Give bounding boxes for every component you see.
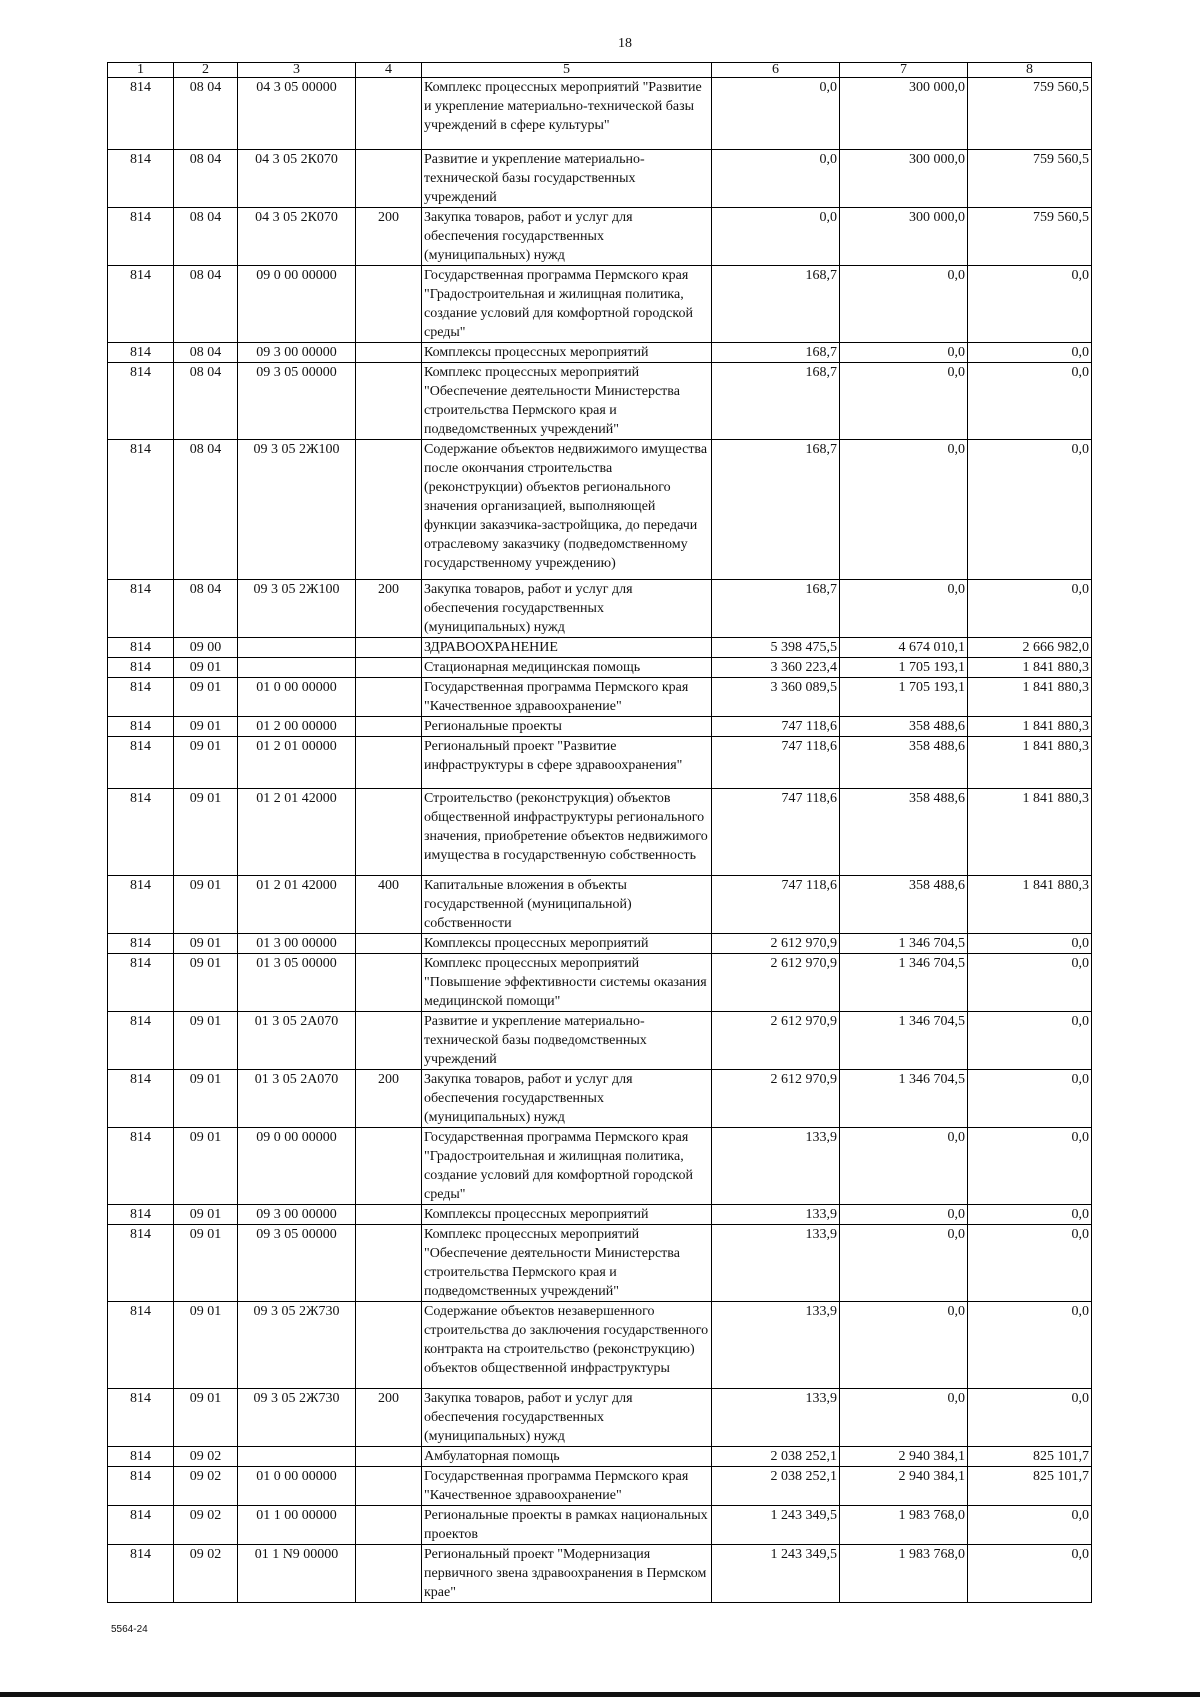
ministry-code-cell: 814 <box>108 363 174 440</box>
ministry-code-cell: 814 <box>108 934 174 954</box>
expense-type-cell: 400 <box>356 876 422 934</box>
section-code-cell: 08 04 <box>174 440 238 580</box>
amount-col8-cell: 0,0 <box>968 1128 1092 1205</box>
expense-type-cell <box>356 658 422 678</box>
expense-type-cell <box>356 678 422 717</box>
amount-col7-cell: 1 983 768,0 <box>840 1506 968 1545</box>
column-header: 5 <box>422 63 712 78</box>
amount-col8-cell: 825 101,7 <box>968 1467 1092 1506</box>
amount-col7-cell: 1 346 704,5 <box>840 954 968 1012</box>
amount-col6-cell: 168,7 <box>712 343 840 363</box>
ministry-code-cell: 814 <box>108 208 174 266</box>
amount-col8-cell: 0,0 <box>968 343 1092 363</box>
description-cell: Региональные проекты <box>422 717 712 737</box>
expense-type-cell <box>356 1447 422 1467</box>
table-row <box>108 717 1092 737</box>
table-row <box>108 1205 1092 1225</box>
amount-col6-cell: 3 360 089,5 <box>712 678 840 717</box>
amount-col7-cell: 0,0 <box>840 1302 968 1389</box>
amount-col6-cell: 5 398 475,5 <box>712 638 840 658</box>
ministry-code-cell: 814 <box>108 1205 174 1225</box>
amount-col8-cell: 0,0 <box>968 1205 1092 1225</box>
column-header: 6 <box>712 63 840 78</box>
section-code-cell: 09 02 <box>174 1545 238 1603</box>
amount-col7-cell: 1 705 193,1 <box>840 658 968 678</box>
table-row <box>108 1302 1092 1389</box>
target-article-cell: 09 3 05 2Ж100 <box>238 580 356 638</box>
target-article-cell: 09 0 00 00000 <box>238 1128 356 1205</box>
target-article-cell: 01 0 00 00000 <box>238 1467 356 1506</box>
section-code-cell: 09 01 <box>174 1205 238 1225</box>
amount-col6-cell: 1 243 349,5 <box>712 1545 840 1603</box>
description-cell: Комплекс процессных мероприятий "Обеспечение деятельности Министерства строительства Пермского края и подведомственных учреждений" <box>422 1225 712 1302</box>
table-row <box>108 1070 1092 1128</box>
expense-type-cell <box>356 954 422 1012</box>
section-code-cell: 09 01 <box>174 954 238 1012</box>
table-row <box>108 876 1092 934</box>
section-code-cell: 09 00 <box>174 638 238 658</box>
target-article-cell <box>238 1447 356 1467</box>
section-code-cell: 08 04 <box>174 208 238 266</box>
target-article-cell: 09 3 05 00000 <box>238 1225 356 1302</box>
amount-col6-cell: 133,9 <box>712 1302 840 1389</box>
target-article-cell: 09 3 00 00000 <box>238 1205 356 1225</box>
expense-type-cell <box>356 78 422 150</box>
ministry-code-cell: 814 <box>108 440 174 580</box>
section-code-cell: 08 04 <box>174 150 238 208</box>
expense-type-cell <box>356 737 422 789</box>
amount-col8-cell: 759 560,5 <box>968 150 1092 208</box>
table-row <box>108 1545 1092 1603</box>
target-article-cell: 09 3 05 00000 <box>238 363 356 440</box>
amount-col6-cell: 133,9 <box>712 1225 840 1302</box>
table-row <box>108 1506 1092 1545</box>
description-cell: Закупка товаров, работ и услуг для обеспечения государственных (муниципальных) нужд <box>422 580 712 638</box>
amount-col7-cell: 2 940 384,1 <box>840 1447 968 1467</box>
target-article-cell: 09 0 00 00000 <box>238 266 356 343</box>
amount-col6-cell: 0,0 <box>712 150 840 208</box>
amount-col6-cell: 2 612 970,9 <box>712 1012 840 1070</box>
target-article-cell: 09 3 00 00000 <box>238 343 356 363</box>
target-article-cell: 01 1 N9 00000 <box>238 1545 356 1603</box>
document-code: 5564-24 <box>111 1624 148 1635</box>
description-cell: Развитие и укрепление материально-технической базы подведомственных учреждений <box>422 1012 712 1070</box>
amount-col6-cell: 133,9 <box>712 1389 840 1447</box>
section-code-cell: 09 01 <box>174 678 238 717</box>
page-number: 18 <box>618 36 632 51</box>
amount-col8-cell: 0,0 <box>968 580 1092 638</box>
table-row <box>108 1389 1092 1447</box>
description-cell: Закупка товаров, работ и услуг для обеспечения государственных (муниципальных) нужд <box>422 1389 712 1447</box>
description-cell: Закупка товаров, работ и услуг для обеспечения государственных (муниципальных) нужд <box>422 208 712 266</box>
description-cell: Государственная программа Пермского края "Градостроительная и жилищная политика, создание условий для комфортной городской среды" <box>422 1128 712 1205</box>
expense-type-cell <box>356 717 422 737</box>
amount-col8-cell: 0,0 <box>968 266 1092 343</box>
table-row <box>108 343 1092 363</box>
amount-col6-cell: 2 612 970,9 <box>712 1070 840 1128</box>
amount-col6-cell: 2 038 252,1 <box>712 1447 840 1467</box>
amount-col7-cell: 0,0 <box>840 580 968 638</box>
amount-col7-cell: 358 488,6 <box>840 876 968 934</box>
expense-type-cell <box>356 1467 422 1506</box>
description-cell: Закупка товаров, работ и услуг для обеспечения государственных (муниципальных) нужд <box>422 1070 712 1128</box>
description-cell: Региональные проекты в рамках национальных проектов <box>422 1506 712 1545</box>
target-article-cell: 01 0 00 00000 <box>238 678 356 717</box>
target-article-cell: 04 3 05 2К070 <box>238 150 356 208</box>
section-code-cell: 09 01 <box>174 737 238 789</box>
target-article-cell: 09 3 05 2Ж730 <box>238 1302 356 1389</box>
ministry-code-cell: 814 <box>108 638 174 658</box>
target-article-cell: 01 2 01 42000 <box>238 789 356 876</box>
target-article-cell <box>238 658 356 678</box>
target-article-cell: 01 3 05 2А070 <box>238 1012 356 1070</box>
table-row <box>108 954 1092 1012</box>
table-row <box>108 440 1092 580</box>
section-code-cell: 09 01 <box>174 1302 238 1389</box>
section-code-cell: 08 04 <box>174 343 238 363</box>
amount-col6-cell: 168,7 <box>712 440 840 580</box>
amount-col7-cell: 1 346 704,5 <box>840 1070 968 1128</box>
section-code-cell: 08 04 <box>174 363 238 440</box>
table-row <box>108 363 1092 440</box>
expense-type-cell: 200 <box>356 1389 422 1447</box>
amount-col6-cell: 0,0 <box>712 78 840 150</box>
ministry-code-cell: 814 <box>108 954 174 1012</box>
section-code-cell: 09 01 <box>174 876 238 934</box>
amount-col8-cell: 0,0 <box>968 1389 1092 1447</box>
expense-type-cell <box>356 638 422 658</box>
table-row <box>108 1467 1092 1506</box>
column-header: 8 <box>968 63 1092 78</box>
ministry-code-cell: 814 <box>108 580 174 638</box>
amount-col7-cell: 0,0 <box>840 440 968 580</box>
ministry-code-cell: 814 <box>108 1545 174 1603</box>
table-row <box>108 580 1092 638</box>
amount-col7-cell: 358 488,6 <box>840 717 968 737</box>
ministry-code-cell: 814 <box>108 717 174 737</box>
table-row <box>108 934 1092 954</box>
amount-col7-cell: 358 488,6 <box>840 789 968 876</box>
expense-type-cell: 200 <box>356 580 422 638</box>
ministry-code-cell: 814 <box>108 1389 174 1447</box>
column-header: 1 <box>108 63 174 78</box>
description-cell: Государственная программа Пермского края "Градостроительная и жилищная политика, создание условий для комфортной городской среды" <box>422 266 712 343</box>
amount-col6-cell: 133,9 <box>712 1128 840 1205</box>
section-code-cell: 09 01 <box>174 717 238 737</box>
expense-type-cell <box>356 440 422 580</box>
amount-col7-cell: 1 705 193,1 <box>840 678 968 717</box>
ministry-code-cell: 814 <box>108 1128 174 1205</box>
description-cell: Государственная программа Пермского края "Качественное здравоохранение" <box>422 678 712 717</box>
description-cell: Содержание объектов недвижимого имущества после окончания строительства (реконструкции) объектов регионального значения организацией, выполняющей функции заказчика-застройщика, до передачи отраслевому заказчику (подведомственному государственному учреждению) <box>422 440 712 580</box>
amount-col6-cell: 747 118,6 <box>712 789 840 876</box>
amount-col6-cell: 168,7 <box>712 363 840 440</box>
target-article-cell: 01 1 00 00000 <box>238 1506 356 1545</box>
amount-col8-cell: 2 666 982,0 <box>968 638 1092 658</box>
description-cell: Комплексы процессных мероприятий <box>422 1205 712 1225</box>
amount-col8-cell: 0,0 <box>968 1225 1092 1302</box>
description-cell: Амбулаторная помощь <box>422 1447 712 1467</box>
table-body <box>108 78 1092 1603</box>
amount-col7-cell: 0,0 <box>840 1225 968 1302</box>
description-cell: Стационарная медицинская помощь <box>422 658 712 678</box>
amount-col8-cell: 1 841 880,3 <box>968 876 1092 934</box>
expense-type-cell <box>356 1128 422 1205</box>
amount-col6-cell: 747 118,6 <box>712 876 840 934</box>
ministry-code-cell: 814 <box>108 658 174 678</box>
target-article-cell: 01 3 00 00000 <box>238 934 356 954</box>
amount-col8-cell: 0,0 <box>968 1506 1092 1545</box>
expense-type-cell: 200 <box>356 208 422 266</box>
section-code-cell: 08 04 <box>174 78 238 150</box>
column-header: 4 <box>356 63 422 78</box>
ministry-code-cell: 814 <box>108 1302 174 1389</box>
amount-col8-cell: 1 841 880,3 <box>968 717 1092 737</box>
section-code-cell: 09 01 <box>174 789 238 876</box>
target-article-cell <box>238 638 356 658</box>
table-row <box>108 78 1092 150</box>
ministry-code-cell: 814 <box>108 876 174 934</box>
amount-col8-cell: 0,0 <box>968 440 1092 580</box>
section-code-cell: 09 01 <box>174 658 238 678</box>
amount-col8-cell: 1 841 880,3 <box>968 678 1092 717</box>
target-article-cell: 04 3 05 2К070 <box>238 208 356 266</box>
amount-col8-cell: 759 560,5 <box>968 78 1092 150</box>
amount-col6-cell: 2 612 970,9 <box>712 934 840 954</box>
amount-col6-cell: 747 118,6 <box>712 737 840 789</box>
target-article-cell: 01 3 05 2А070 <box>238 1070 356 1128</box>
amount-col6-cell: 747 118,6 <box>712 717 840 737</box>
section-code-cell: 09 02 <box>174 1447 238 1467</box>
section-code-cell: 09 01 <box>174 1128 238 1205</box>
description-cell: Комплекс процессных мероприятий "Развитие и укрепление материально-технической базы учреждений в сфере культуры" <box>422 78 712 150</box>
ministry-code-cell: 814 <box>108 150 174 208</box>
amount-col6-cell: 2 038 252,1 <box>712 1467 840 1506</box>
expense-type-cell <box>356 266 422 343</box>
ministry-code-cell: 814 <box>108 1012 174 1070</box>
amount-col8-cell: 1 841 880,3 <box>968 789 1092 876</box>
amount-col7-cell: 1 346 704,5 <box>840 1012 968 1070</box>
ministry-code-cell: 814 <box>108 1506 174 1545</box>
ministry-code-cell: 814 <box>108 1447 174 1467</box>
table-row <box>108 266 1092 343</box>
column-header: 7 <box>840 63 968 78</box>
expense-type-cell <box>356 789 422 876</box>
description-cell: Государственная программа Пермского края "Качественное здравоохранение" <box>422 1467 712 1506</box>
table-row <box>108 658 1092 678</box>
amount-col8-cell: 0,0 <box>968 954 1092 1012</box>
ministry-code-cell: 814 <box>108 78 174 150</box>
amount-col7-cell: 2 940 384,1 <box>840 1467 968 1506</box>
section-code-cell: 09 01 <box>174 1070 238 1128</box>
description-cell: Комплекс процессных мероприятий "Повышение эффективности системы оказания медицинской помощи" <box>422 954 712 1012</box>
section-code-cell: 09 01 <box>174 1389 238 1447</box>
table-row <box>108 789 1092 876</box>
amount-col8-cell: 1 841 880,3 <box>968 658 1092 678</box>
amount-col7-cell: 0,0 <box>840 1128 968 1205</box>
amount-col8-cell: 0,0 <box>968 1070 1092 1128</box>
expense-type-cell <box>356 1205 422 1225</box>
amount-col7-cell: 1 983 768,0 <box>840 1545 968 1603</box>
target-article-cell: 04 3 05 00000 <box>238 78 356 150</box>
amount-col8-cell: 0,0 <box>968 934 1092 954</box>
column-header: 2 <box>174 63 238 78</box>
table-row <box>108 1128 1092 1205</box>
description-cell: Региональный проект "Модернизация первичного звена здравоохранения в Пермском крае" <box>422 1545 712 1603</box>
amount-col7-cell: 0,0 <box>840 343 968 363</box>
ministry-code-cell: 814 <box>108 1467 174 1506</box>
ministry-code-cell: 814 <box>108 1225 174 1302</box>
column-header: 3 <box>238 63 356 78</box>
target-article-cell: 01 2 01 42000 <box>238 876 356 934</box>
amount-col7-cell: 0,0 <box>840 1205 968 1225</box>
description-cell: Строительство (реконструкция) объектов общественной инфраструктуры регионального значения, приобретение объектов недвижимого имущества в государственную собственность <box>422 789 712 876</box>
amount-col7-cell: 358 488,6 <box>840 737 968 789</box>
description-cell: Капитальные вложения в объекты государственной (муниципальной) собственности <box>422 876 712 934</box>
description-cell: ЗДРАВООХРАНЕНИЕ <box>422 638 712 658</box>
ministry-code-cell: 814 <box>108 266 174 343</box>
expense-type-cell <box>356 1545 422 1603</box>
target-article-cell: 01 3 05 00000 <box>238 954 356 1012</box>
table-row <box>108 1012 1092 1070</box>
table-row <box>108 1225 1092 1302</box>
amount-col6-cell: 1 243 349,5 <box>712 1506 840 1545</box>
ministry-code-cell: 814 <box>108 1070 174 1128</box>
table-row <box>108 678 1092 717</box>
description-cell: Развитие и укрепление материально-технической базы государственных учреждений <box>422 150 712 208</box>
expense-type-cell <box>356 363 422 440</box>
description-cell: Комплексы процессных мероприятий <box>422 343 712 363</box>
target-article-cell: 01 2 01 00000 <box>238 737 356 789</box>
table-row <box>108 638 1092 658</box>
amount-col7-cell: 0,0 <box>840 363 968 440</box>
amount-col6-cell: 168,7 <box>712 580 840 638</box>
amount-col7-cell: 300 000,0 <box>840 208 968 266</box>
expense-type-cell <box>356 343 422 363</box>
description-cell: Комплексы процессных мероприятий <box>422 934 712 954</box>
amount-col7-cell: 300 000,0 <box>840 150 968 208</box>
section-code-cell: 09 02 <box>174 1506 238 1545</box>
bottom-scan-edge <box>0 1692 1200 1697</box>
target-article-cell: 09 3 05 2Ж100 <box>238 440 356 580</box>
amount-col6-cell: 2 612 970,9 <box>712 954 840 1012</box>
expense-type-cell <box>356 150 422 208</box>
ministry-code-cell: 814 <box>108 789 174 876</box>
table-row <box>108 208 1092 266</box>
amount-col7-cell: 300 000,0 <box>840 78 968 150</box>
amount-col7-cell: 0,0 <box>840 266 968 343</box>
amount-col8-cell: 0,0 <box>968 1302 1092 1389</box>
amount-col8-cell: 1 841 880,3 <box>968 737 1092 789</box>
target-article-cell: 01 2 00 00000 <box>238 717 356 737</box>
expense-type-cell <box>356 1506 422 1545</box>
amount-col7-cell: 1 346 704,5 <box>840 934 968 954</box>
description-cell: Комплекс процессных мероприятий "Обеспечение деятельности Министерства строительства Пермского края и подведомственных учреждений" <box>422 363 712 440</box>
description-cell: Региональный проект "Развитие инфраструктуры в сфере здравоохранения" <box>422 737 712 789</box>
section-code-cell: 09 02 <box>174 1467 238 1506</box>
expense-type-cell <box>356 1225 422 1302</box>
section-code-cell: 09 01 <box>174 934 238 954</box>
table-row <box>108 1447 1092 1467</box>
section-code-cell: 08 04 <box>174 580 238 638</box>
description-cell: Содержание объектов незавершенного строительства до заключения государственного контракта на строительство (реконструкцию) объектов общественной инфраструктуры <box>422 1302 712 1389</box>
amount-col8-cell: 0,0 <box>968 1012 1092 1070</box>
amount-col8-cell: 0,0 <box>968 1545 1092 1603</box>
section-code-cell: 08 04 <box>174 266 238 343</box>
amount-col7-cell: 0,0 <box>840 1389 968 1447</box>
amount-col6-cell: 0,0 <box>712 208 840 266</box>
expense-type-cell: 200 <box>356 1070 422 1128</box>
amount-col6-cell: 133,9 <box>712 1205 840 1225</box>
ministry-code-cell: 814 <box>108 343 174 363</box>
section-code-cell: 09 01 <box>174 1225 238 1302</box>
amount-col8-cell: 759 560,5 <box>968 208 1092 266</box>
header-row <box>108 63 1092 78</box>
amount-col8-cell: 825 101,7 <box>968 1447 1092 1467</box>
expense-type-cell <box>356 934 422 954</box>
ministry-code-cell: 814 <box>108 678 174 717</box>
amount-col6-cell: 3 360 223,4 <box>712 658 840 678</box>
amount-col6-cell: 168,7 <box>712 266 840 343</box>
table-row <box>108 737 1092 789</box>
budget-table <box>107 62 1092 1603</box>
amount-col8-cell: 0,0 <box>968 363 1092 440</box>
table-row <box>108 150 1092 208</box>
ministry-code-cell: 814 <box>108 737 174 789</box>
expense-type-cell <box>356 1302 422 1389</box>
target-article-cell: 09 3 05 2Ж730 <box>238 1389 356 1447</box>
amount-col7-cell: 4 674 010,1 <box>840 638 968 658</box>
expense-type-cell <box>356 1012 422 1070</box>
section-code-cell: 09 01 <box>174 1012 238 1070</box>
